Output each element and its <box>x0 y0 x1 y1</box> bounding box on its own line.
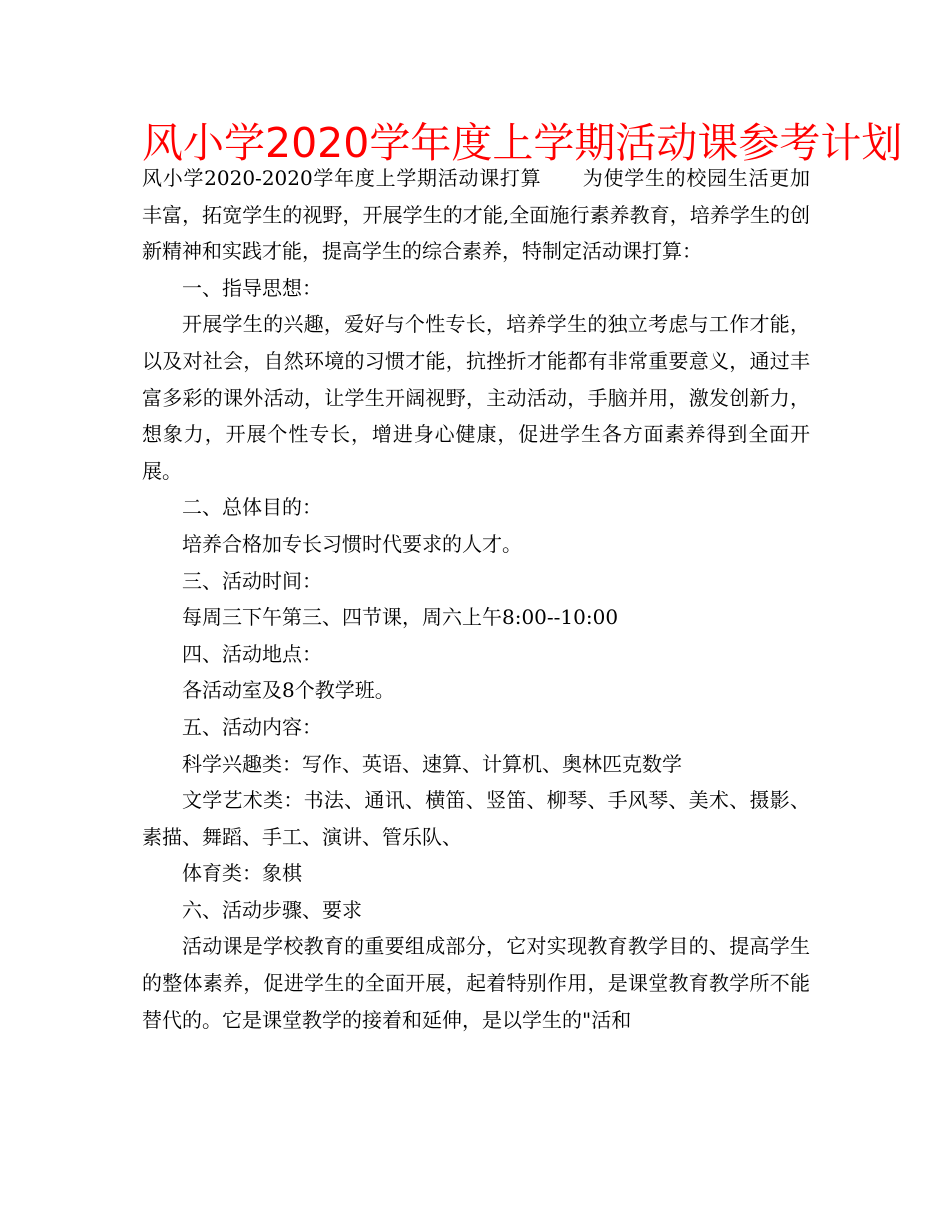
heading-activity-steps: 六、活动步骤、要求 <box>182 897 362 922</box>
paragraph-overall-goal: 培养合格加专长习惯时代要求的人才。 <box>182 531 522 556</box>
paragraph-literature-arts: 文学艺术类：书法、通讯、横笛、竖笛、柳琴、手风琴、美术、摄影、素描、舞蹈、手工、演讲、管乐队、 <box>142 788 810 849</box>
paragraph-sports: 体育类：象棋 <box>182 861 302 886</box>
heading-activity-time: 三、活动时间： <box>182 568 322 593</box>
paragraph-science-interest: 科学兴趣类：写作、英语、速算、计算机、奥林匹克数学 <box>182 751 682 776</box>
document-body <box>142 160 810 1038</box>
paragraph-activity-time: 每周三下午第三、四节课，周六上午8:00--10:00 <box>182 605 619 630</box>
heading-activity-content: 五、活动内容： <box>182 714 322 739</box>
heading-overall-goal: 二、总体目的： <box>182 495 322 520</box>
paragraph-intro: 风小学2020-2020学年度上学期活动课打算 为使学生的校园生活更加丰富，拓宽学生的视野，开展学生的才能,全面施行素养教育，培养学生的创新精神和实践才能，提高学生的综合素养，特制定活动课打算： <box>142 166 810 264</box>
heading-activity-location: 四、活动地点： <box>182 641 322 666</box>
paragraph-guiding-ideology: 开展学生的兴趣，爱好与个性专长，培养学生的独立考虑与工作才能，以及对社会，自然环境的习惯才能，抗挫折才能都有非常重要意义，通过丰富多彩的课外活动，让学生开阔视野，主动活动，手脑并用，激发创新力，想象力，开展个性专长，增进身心健康，促进学生各方面素养得到全面开展。 <box>142 312 810 483</box>
paragraph-activity-location: 各活动室及8个教学班。 <box>182 678 395 703</box>
document-title: 风小学2020学年度上学期活动课参考计划 <box>142 119 903 167</box>
paragraph-activity-steps: 活动课是学校教育的重要组成部分，它对实现教育教学目的、提高学生的整体素养，促进学生的全面开展，起着特别作用，是课堂教育教学所不能替代的。它是课堂教学的接着和延伸，是以学生的"活和 <box>142 934 810 1032</box>
heading-guiding-ideology: 一、指导思想： <box>182 275 322 300</box>
